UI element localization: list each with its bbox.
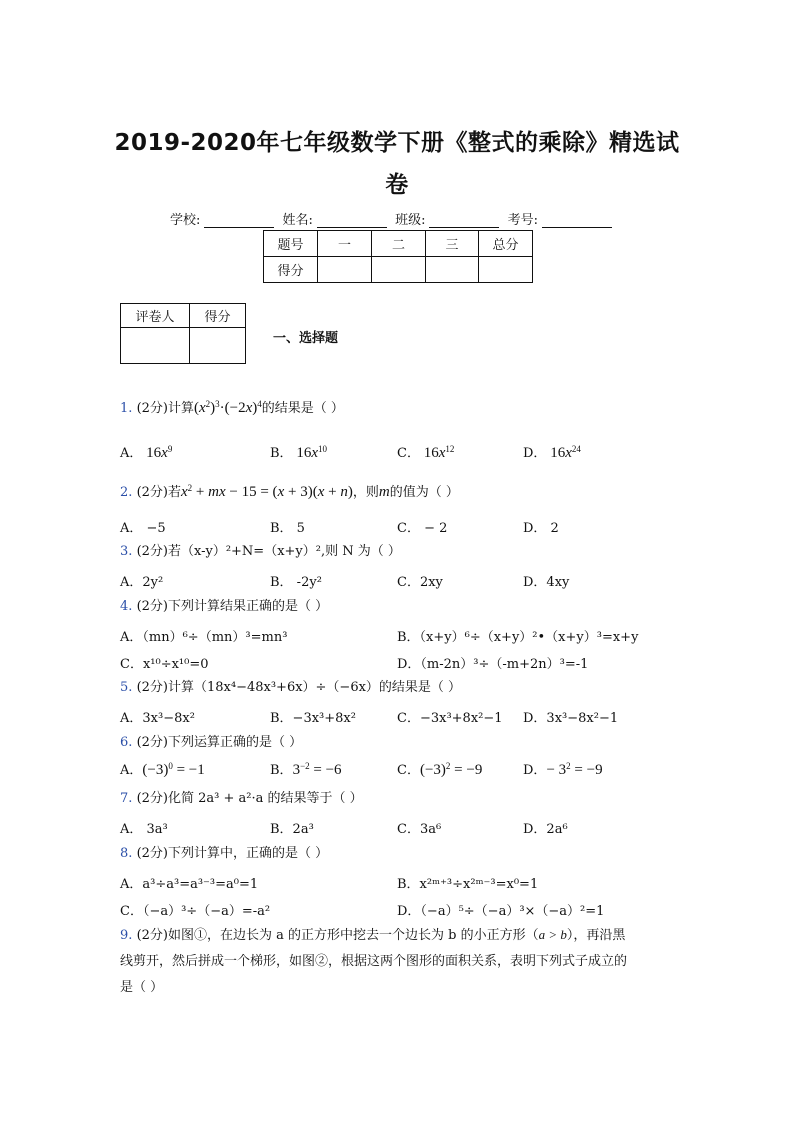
question-points: (2分) <box>136 599 168 614</box>
question-points: (2分) <box>136 791 168 806</box>
option-d[interactable]: D．3x³−8x²−1 <box>523 711 619 726</box>
question-points: (2分) <box>136 485 168 500</box>
score-header-cell: 题号 <box>264 231 318 257</box>
option-c[interactable]: C． − 2 <box>397 521 448 536</box>
grader-cell[interactable] <box>121 328 190 364</box>
score-cell[interactable] <box>479 257 533 283</box>
option-d[interactable]: D． $16x^{24}$ <box>523 444 581 461</box>
question-number: 6 <box>120 735 129 750</box>
question-6: 6. (2分)下列运算正确的是（ ） <box>120 735 303 750</box>
question-1: 1. (2分)计算$(x^2)^3\cdot(-2x)^4$的结果是（ ） <box>120 399 344 416</box>
score-cell[interactable] <box>318 257 372 283</box>
option-b[interactable]: B．2a³ <box>270 822 314 837</box>
question-9-line-2: 线剪开，然后拼成一个梯形，如图②，根据这两个图形的面积关系，表明下列式子成立的 <box>120 954 628 969</box>
question-number: 7 <box>120 791 129 806</box>
grader-score-header: 得分 <box>190 304 246 328</box>
option-d[interactable]: D．（−a）⁵÷（−a）³×（−a）²=1 <box>397 904 605 919</box>
question-stem-mid: ，则 <box>352 485 379 500</box>
option-c[interactable]: C．$(-3)^2 = -9$ <box>397 761 483 778</box>
question-number: 9 <box>120 928 129 943</box>
option-c[interactable]: C．3a⁶ <box>397 822 442 837</box>
math-variable: m <box>378 484 390 500</box>
question-4: 4. (2分)下列计算结果正确的是（ ） <box>120 599 329 614</box>
option-c[interactable]: C．−3x³+8x²−1 <box>397 711 503 726</box>
question-stem-cont: ），再沿黑 <box>566 928 626 943</box>
question-3: 3. (2分)若（x-y）²+N=（x+y）²,则 N 为（ ） <box>120 544 401 559</box>
exam-number-label: 考号: <box>507 213 538 228</box>
question-number: 3 <box>120 544 129 559</box>
score-header-cell: 总分 <box>479 231 533 257</box>
question-stem: 如图①，在边长为 a 的正方形中挖去一个边长为 b 的小正方形（ <box>167 928 539 943</box>
score-header-cell: 一 <box>318 231 372 257</box>
option-c[interactable]: C．2xy <box>397 575 443 590</box>
name-label: 姓名: <box>282 213 313 228</box>
school-field[interactable] <box>204 213 274 228</box>
option-a[interactable]: A．3x³−8x² <box>120 711 195 726</box>
math-expression: $(x^2)^3\cdot(-2x)^4$ <box>194 399 262 416</box>
score-table <box>263 230 533 283</box>
option-c[interactable]: C． $16x^{12}$ <box>397 444 455 461</box>
option-c[interactable]: C．（−a）³÷（−a）=-a² <box>120 904 271 919</box>
question-points: (2分) <box>136 680 168 695</box>
option-d[interactable]: D． 2 <box>523 521 559 536</box>
question-stem: 下列计算结果正确的是（ ） <box>167 599 329 614</box>
option-a[interactable]: A． −5 <box>120 521 166 536</box>
question-number: 4 <box>120 599 129 614</box>
question-stem: 若（x-y）²+N=（x+y）²,则 N 为（ ） <box>167 544 401 559</box>
question-stem: 计算 <box>167 401 194 416</box>
grader-table <box>120 303 246 364</box>
option-a[interactable]: A．（mn）⁶÷（mn）³=mn³ <box>120 630 288 645</box>
question-stem: 下列计算中，正确的是（ ） <box>167 846 329 861</box>
option-b[interactable]: B． $16x^{10}$ <box>270 444 327 461</box>
school-label: 学校: <box>170 213 201 228</box>
question-stem: 下列运算正确的是（ ） <box>167 735 303 750</box>
score-cell[interactable] <box>372 257 426 283</box>
question-number: 2 <box>120 485 129 500</box>
option-c[interactable]: C．x¹⁰÷x¹⁰=0 <box>120 657 209 672</box>
question-points: (2分) <box>136 401 168 416</box>
option-b[interactable]: B． -2y² <box>270 575 322 590</box>
option-a[interactable]: A．$(-3)^0 = -1$ <box>120 761 205 778</box>
math-expression: $x^2$ + mx − 15 = (x + 3)(x + n) <box>181 483 353 500</box>
question-number: 1 <box>120 401 129 416</box>
question-8: 8. (2分)下列计算中，正确的是（ ） <box>120 846 329 861</box>
option-a[interactable]: A． 3a³ <box>120 822 168 837</box>
option-d[interactable]: D．2a⁶ <box>523 822 568 837</box>
question-number: 8 <box>120 846 129 861</box>
question-7: 7. (2分)化简 2a³ + a²·a 的结果等于（ ） <box>120 791 363 806</box>
question-9-line-3: 是（ ） <box>120 980 164 995</box>
question-points: (2分) <box>136 928 168 943</box>
question-5: 5. (2分)计算（18x⁴−48x³+6x）÷（−6x）的结果是（ ） <box>120 680 462 695</box>
option-b[interactable]: B．−3x³+8x² <box>270 711 356 726</box>
option-a[interactable]: A．a³÷a³=a³⁻³=a⁰=1 <box>120 877 259 892</box>
class-field[interactable] <box>429 213 499 228</box>
question-stem: 化简 2a³ + a²·a 的结果等于（ ） <box>167 791 363 806</box>
option-a[interactable]: A． $16x^9$ <box>120 444 173 461</box>
score-cell[interactable] <box>426 257 479 283</box>
question-points: (2分) <box>136 846 168 861</box>
option-b[interactable]: B．x²ᵐ⁺³÷x²ᵐ⁻³=x⁰=1 <box>397 877 539 892</box>
section-title: 一、选择题 <box>273 331 339 346</box>
exam-number-field[interactable] <box>542 213 612 228</box>
class-label: 班级: <box>395 213 426 228</box>
option-b[interactable]: B．$3^{-2} = -6$ <box>270 761 342 778</box>
question-2: 2. (2分)若$x^2$ + mx − 15 = (x + 3)(x + n)，则m的值为（ ） <box>120 483 459 500</box>
grader-header: 评卷人 <box>121 304 190 328</box>
option-d[interactable]: D．（m-2n）³÷（-m+2n）³=-1 <box>397 657 589 672</box>
grader-score-cell[interactable] <box>190 328 246 364</box>
option-b[interactable]: B． 5 <box>270 521 305 536</box>
question-9: 9. (2分)如图①，在边长为 a 的正方形中挖去一个边长为 b 的小正方形（a > b），再沿黑 <box>120 927 626 943</box>
option-d[interactable]: D．4xy <box>523 575 570 590</box>
score-header-cell: 二 <box>372 231 426 257</box>
option-d[interactable]: D．− $3^2 = -9$ <box>523 761 603 778</box>
student-info-line <box>170 209 616 228</box>
question-number: 5 <box>120 680 129 695</box>
score-row-label: 得分 <box>264 257 318 283</box>
page-title: 2019-2020年七年级数学下册《整式的乘除》精选试 <box>114 130 680 156</box>
option-a[interactable]: A．2y² <box>120 575 164 590</box>
score-header-cell: 三 <box>426 231 479 257</box>
option-b[interactable]: B．（x+y）⁶÷（x+y）²•（x+y）³=x+y <box>397 630 639 645</box>
math-condition: a > b <box>538 927 567 942</box>
question-stem: 若 <box>167 485 181 500</box>
name-field[interactable] <box>317 213 387 228</box>
question-points: (2分) <box>136 544 168 559</box>
page-title-cont: 卷 <box>385 172 409 198</box>
question-stem-end: 的结果是（ ） <box>261 401 344 416</box>
question-stem: 计算（18x⁴−48x³+6x）÷（−6x）的结果是（ ） <box>167 680 462 695</box>
question-stem-end: 的值为（ ） <box>389 485 459 500</box>
question-points: (2分) <box>136 735 168 750</box>
